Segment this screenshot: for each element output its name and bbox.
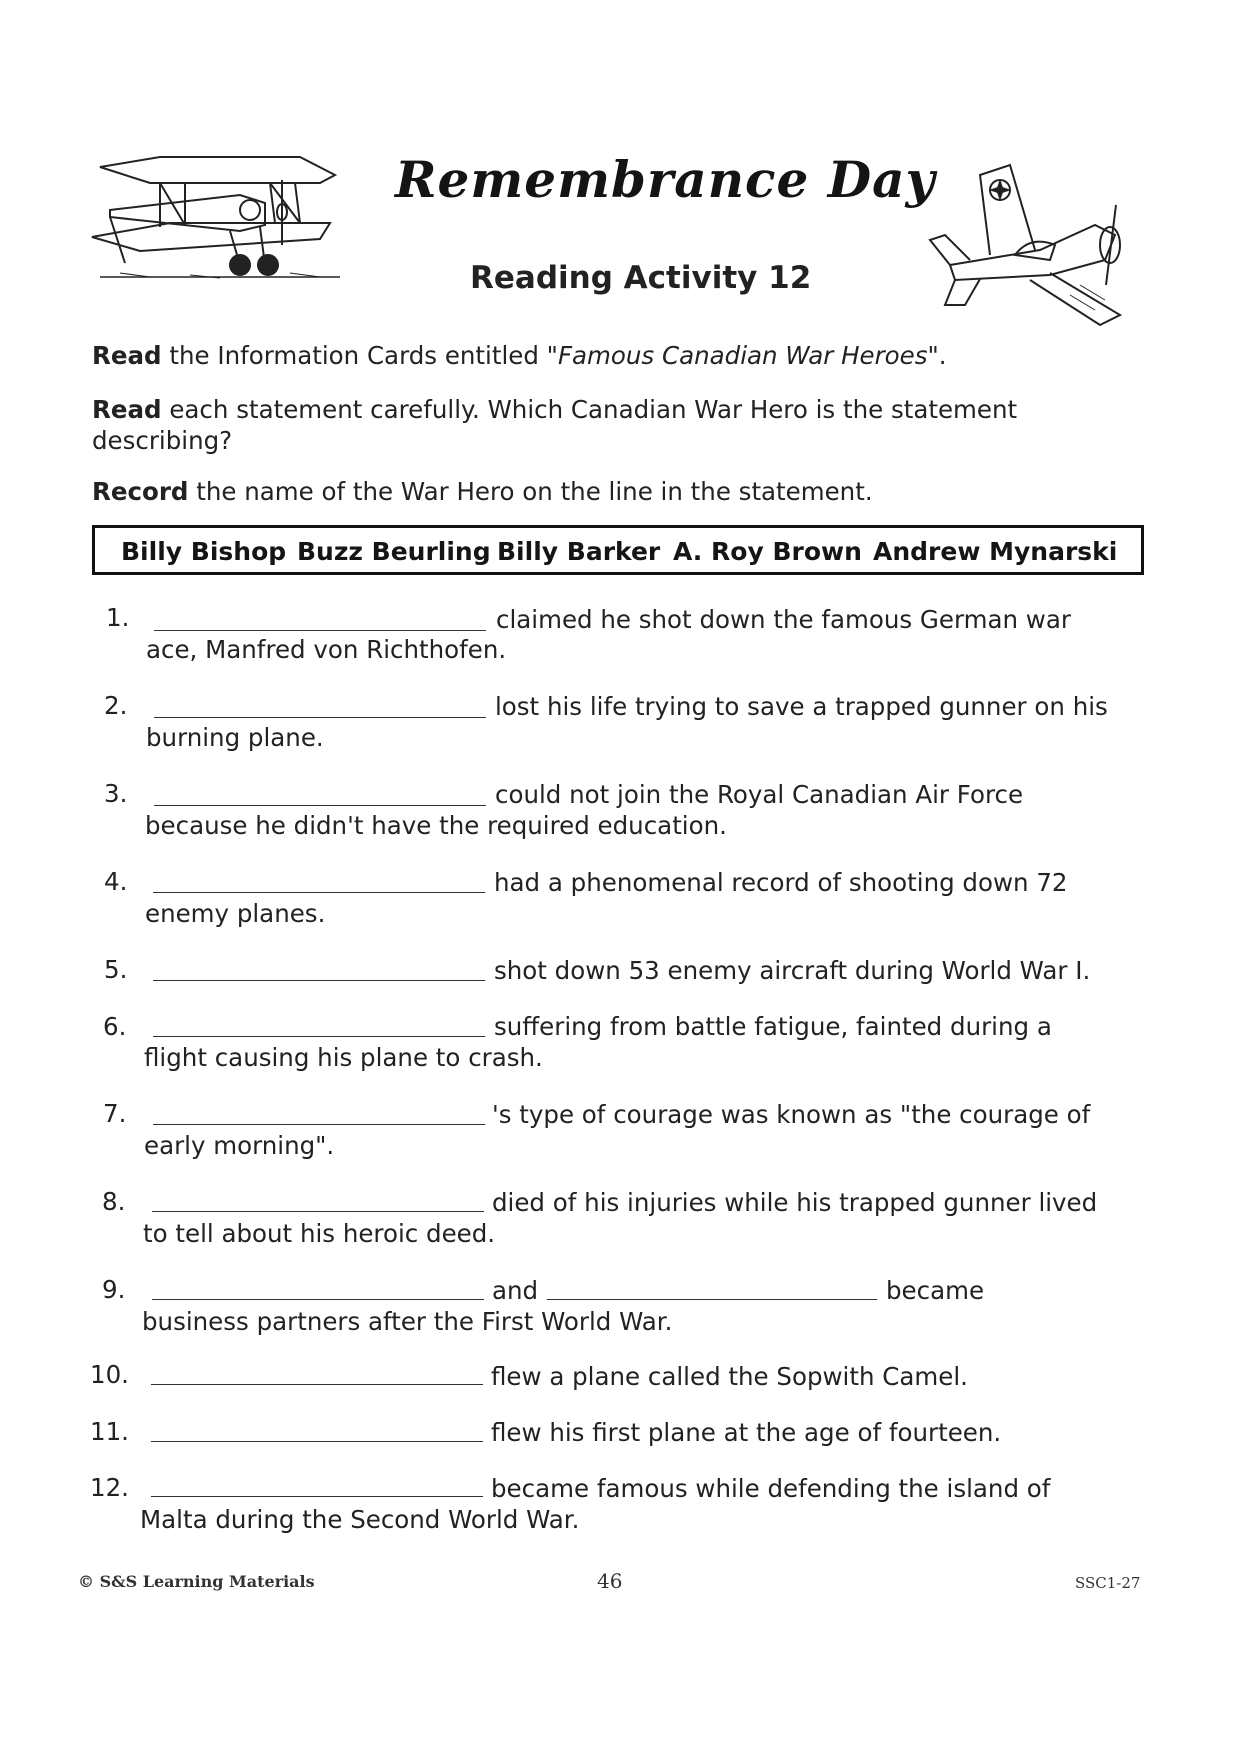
answer-blank[interactable]	[152, 1299, 484, 1300]
question-text-continued: because he didn't have the required education.	[145, 811, 727, 840]
question-number: 1.	[106, 603, 130, 632]
question-number: 11.	[90, 1417, 129, 1446]
word-bank-item: Billy Bishop	[121, 537, 287, 566]
biplane-illustration	[90, 155, 350, 285]
question-number: 10.	[90, 1360, 129, 1389]
question-text-continued: enemy planes.	[145, 899, 326, 928]
question-number: 3.	[104, 779, 128, 808]
publisher-credit: © S&S Learning Materials	[78, 1572, 315, 1591]
question-text: became famous while defending the island of	[491, 1474, 1051, 1503]
question-number: 12.	[90, 1473, 129, 1502]
word-bank-item: Andrew Mynarski	[873, 537, 1118, 566]
question-number: 7.	[103, 1099, 127, 1128]
answer-blank[interactable]	[154, 805, 486, 806]
question-text-continued: Malta during the Second World War.	[140, 1505, 580, 1534]
answer-blank[interactable]	[153, 1036, 485, 1037]
question-text: died of his injuries while his trapped gunner lived	[492, 1188, 1098, 1217]
question-number: 9.	[102, 1275, 126, 1304]
question-text: could not join the Royal Canadian Air Force	[495, 780, 1024, 809]
question-text-continued: flight causing his plane to crash.	[144, 1043, 543, 1072]
answer-blank[interactable]	[547, 1299, 877, 1300]
product-code: SSC1-27	[1075, 1574, 1141, 1592]
answer-blank[interactable]	[154, 717, 486, 718]
question-text-continued: business partners after the First World War.	[142, 1307, 673, 1336]
word-bank-item: Billy Barker	[497, 537, 661, 566]
word-bank-box	[92, 525, 1144, 575]
page-number: 46	[597, 1569, 623, 1593]
question-text: flew a plane called the Sopwith Camel.	[491, 1362, 968, 1391]
word-bank-item: A. Roy Brown	[673, 537, 862, 566]
answer-blank[interactable]	[152, 1211, 484, 1212]
word-bank-item: Buzz Beurling	[297, 537, 491, 566]
answer-blank[interactable]	[151, 1496, 483, 1497]
instruction-line-2: Read each statement carefully. Which Canadian War Hero is the statement describing?	[92, 395, 1018, 455]
page-title: Remembrance Day	[395, 150, 936, 209]
question-text-continued: early morning".	[144, 1131, 335, 1160]
page-subtitle: Reading Activity 12	[470, 260, 812, 296]
answer-blank[interactable]	[153, 980, 485, 981]
question-number: 4.	[104, 867, 128, 896]
question-text: suffering from battle fatigue, fainted during a	[494, 1012, 1052, 1041]
question-text: and	[492, 1276, 539, 1305]
question-text: shot down 53 enemy aircraft during World War I.	[494, 956, 1091, 985]
question-number: 2.	[104, 691, 128, 720]
question-text-continued: burning plane.	[146, 723, 324, 752]
instruction-line-1: Read the Information Cards entitled "Famous Canadian War Heroes".	[92, 341, 947, 370]
question-number: 6.	[103, 1012, 127, 1041]
answer-blank[interactable]	[154, 630, 486, 631]
question-text-continued: to tell about his heroic deed.	[143, 1219, 496, 1248]
question-text: claimed he shot down the famous German war	[496, 605, 1071, 634]
question-text: lost his life trying to save a trapped gunner on his	[495, 692, 1108, 721]
question-number: 5.	[104, 955, 128, 984]
question-text: flew his first plane at the age of fourteen.	[491, 1418, 1002, 1447]
answer-blank[interactable]	[153, 1124, 485, 1125]
question-number: 8.	[102, 1187, 126, 1216]
question-text: had a phenomenal record of shooting down 72	[494, 868, 1068, 897]
answer-blank[interactable]	[151, 1441, 483, 1442]
question-text-continued: ace, Manfred von Richthofen.	[146, 635, 507, 664]
question-text: became	[886, 1276, 985, 1305]
answer-blank[interactable]	[153, 892, 485, 893]
question-text: 's type of courage was known as "the courage of	[492, 1100, 1091, 1129]
instruction-line-3: Record the name of the War Hero on the line in the statement.	[92, 477, 873, 506]
answer-blank[interactable]	[151, 1384, 483, 1385]
fighter-plane-illustration	[920, 155, 1140, 330]
